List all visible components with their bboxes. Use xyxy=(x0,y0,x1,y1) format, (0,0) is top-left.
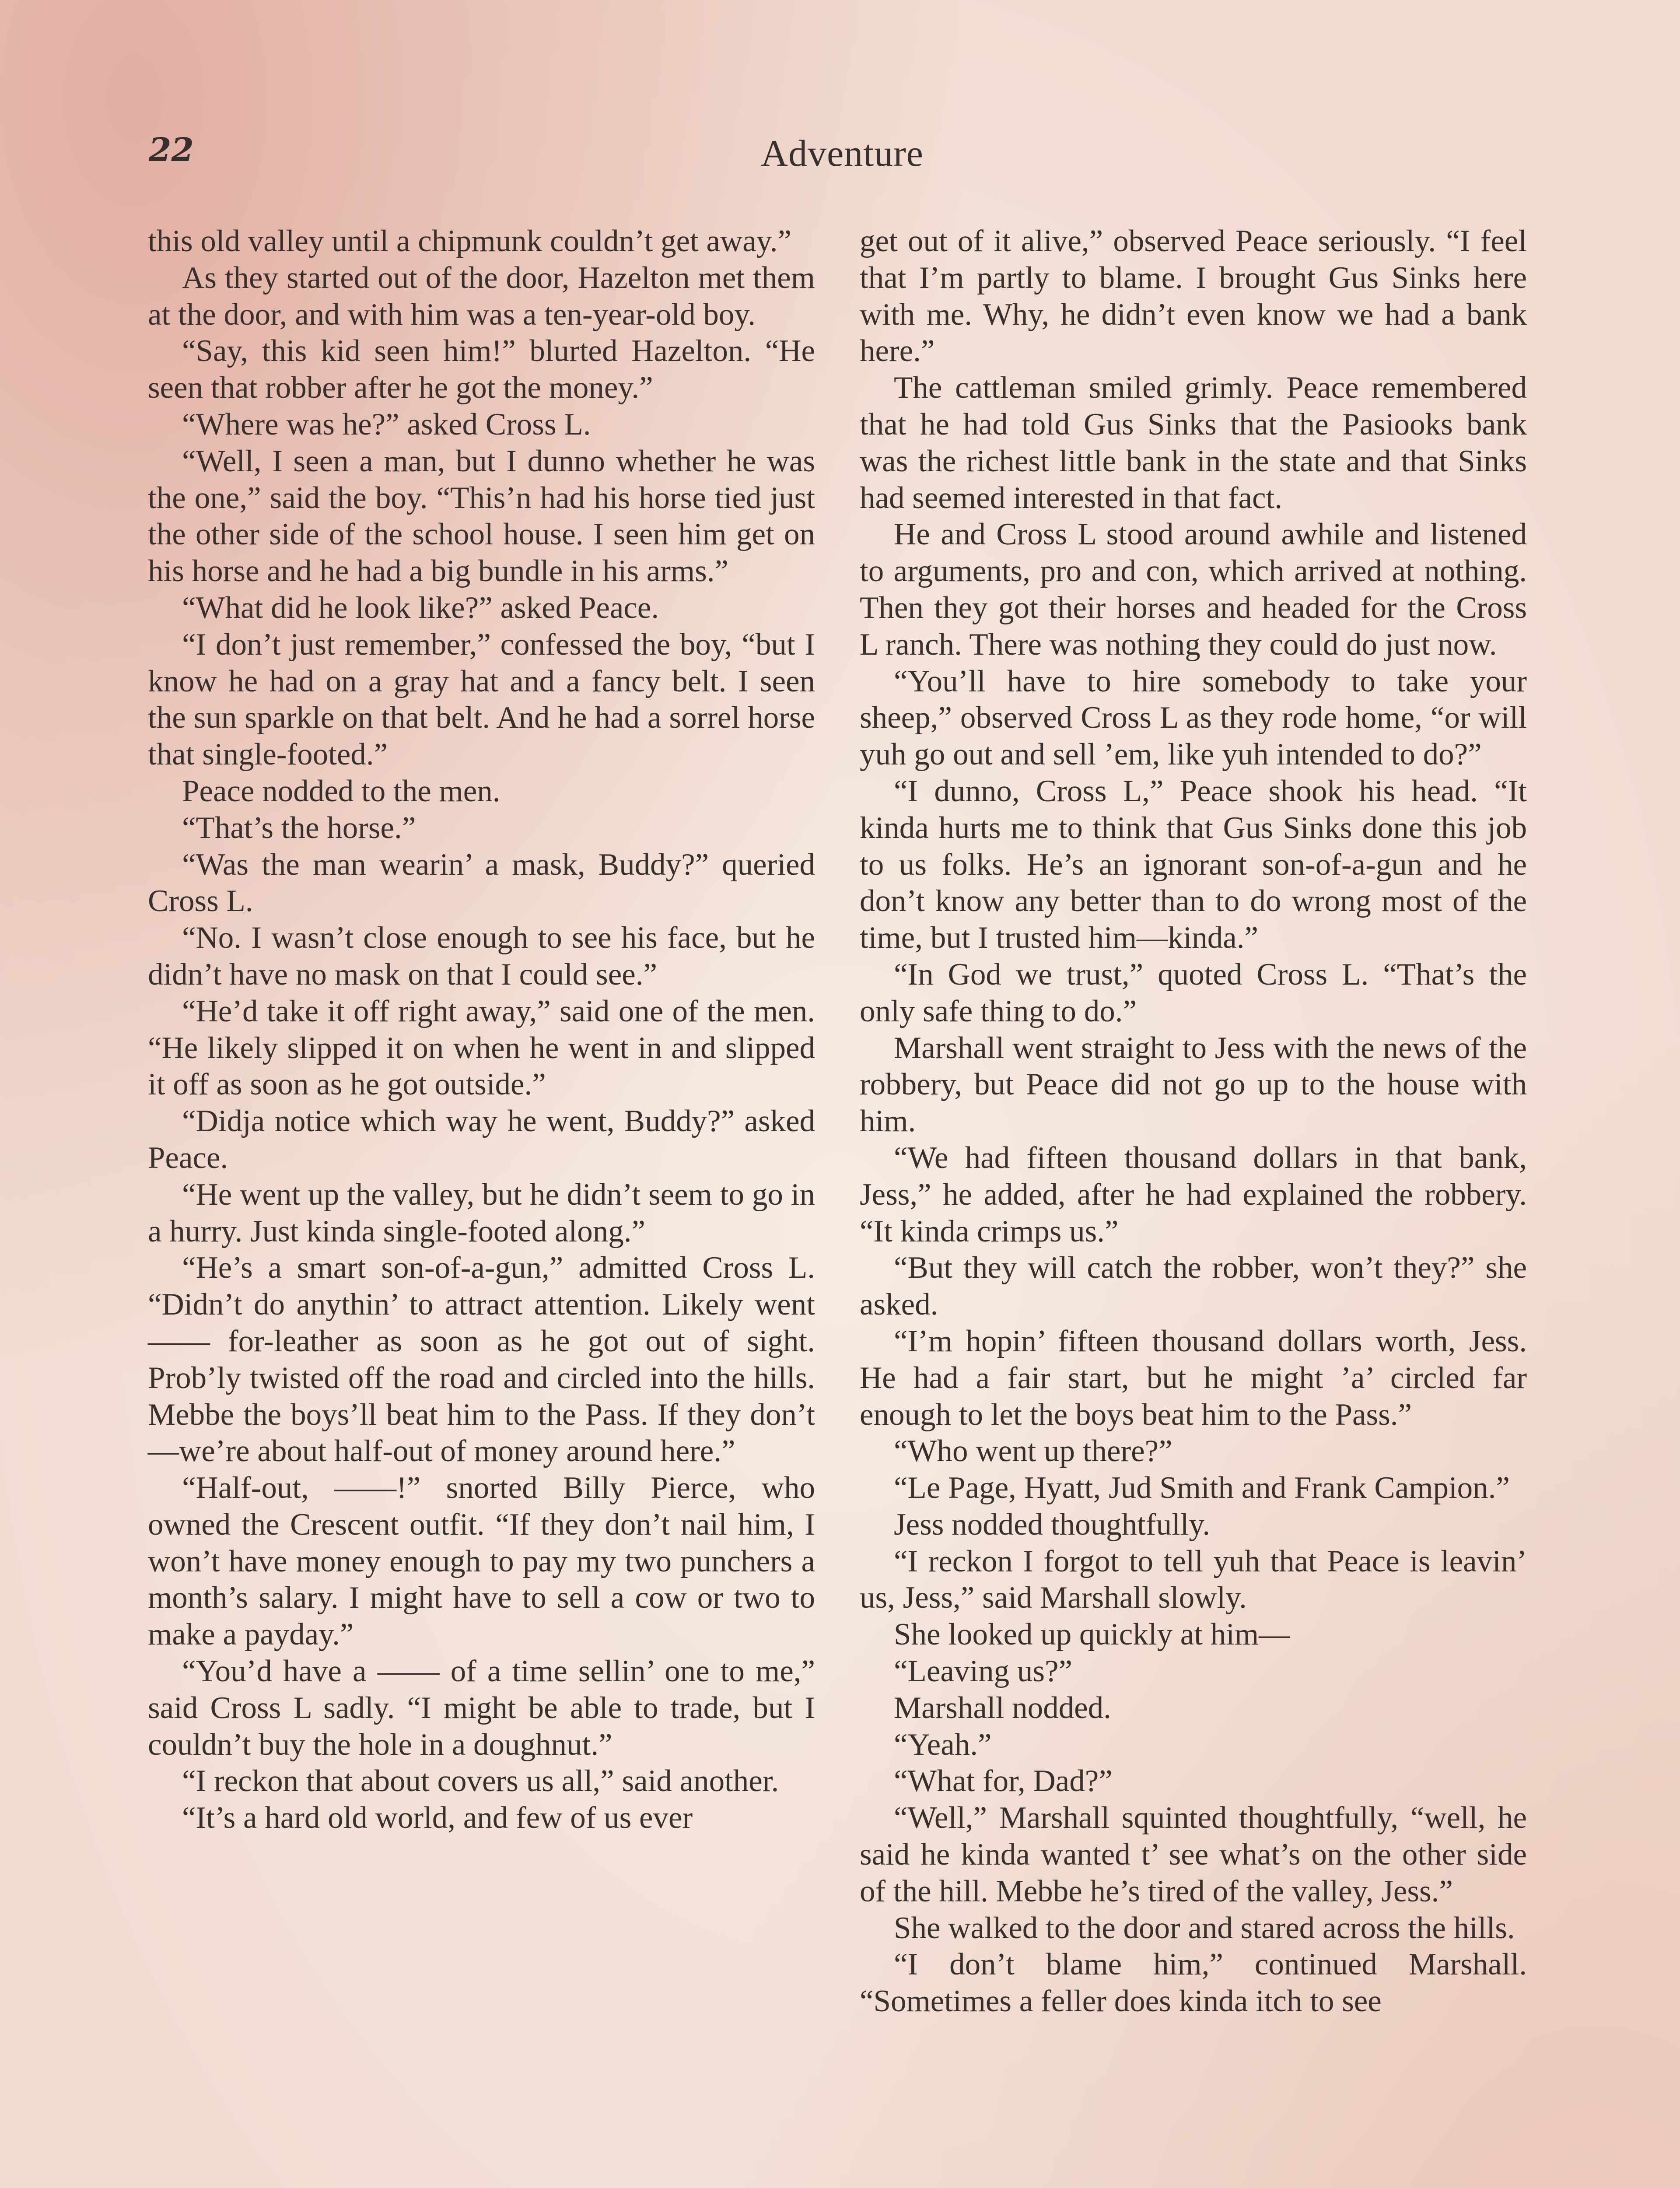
paragraph: “That’s the horse.” xyxy=(182,810,416,845)
paragraph: “Who went up there?” xyxy=(894,1434,1172,1469)
page-number: 22 xyxy=(149,131,194,169)
paragraph: “No. I wasn’t close enough to see his face, but he didn’t have no mask on that I could see.” xyxy=(148,921,815,992)
paragraph: this old valley until a chipmunk couldn’t get away.” xyxy=(148,224,791,258)
paragraph: “I reckon that about covers us all,” said another. xyxy=(182,1764,779,1799)
paragraph: “I don’t blame him,” continued Marshall. “Sometimes a feller does kinda itch to see xyxy=(860,1947,1527,2019)
paragraph: “I don’t just remember,” confessed the boy, “but I know he had on a gray hat and a fancy belt. I seen the sun sparkle on that belt. And he had a sorrel horse that single-footed.” xyxy=(148,627,815,772)
paragraph: “Where was he?” asked Cross L. xyxy=(182,407,591,442)
paragraph: “We had fifteen thousand dollars in that bank, Jess,” he added, after he had explained the robbery. “It kinda crimps us.” xyxy=(860,1140,1527,1248)
paragraph: Marshall went straight to Jess with the news of the robbery, but Peace did not go up to the house with him. xyxy=(860,1031,1527,1139)
paragraph: “Say, this kid seen him!” blurted Hazelton. “He seen that robber after he got the money.” xyxy=(148,334,815,405)
paragraph: “Was the man wearin’ a mask, Buddy?” queried Cross L. xyxy=(148,847,815,919)
paragraph: “Yeah.” xyxy=(894,1727,992,1762)
paragraph: As they started out of the door, Hazelton met them at the door, and with him was a ten-year-old boy. xyxy=(148,260,815,332)
paragraph: Jess nodded thoughtfully. xyxy=(894,1507,1211,1542)
paragraph: “You’d have a —— of a time sellin’ one to me,” said Cross L sadly. “I might be able to trade, but I couldn’t buy the hole in a doughnut.” xyxy=(148,1654,815,1762)
paragraph: “Well,” Marshall squinted thoughtfully, “well, he said he kinda wanted t’ see what’s on the other side of the hill. Mebbe he’s tired of the valley, Jess.” xyxy=(860,1801,1527,1908)
paragraph: “Half-out, ——!” snorted Billy Pierce, who owned the Crescent outfit. “If they don’t nail him, I won’t have money enough to pay my two punchers a month’s salary. I might have to sell a cow or two to make a payday.” xyxy=(148,1471,815,1652)
paragraph: “I reckon I forgot to tell yuh that Peace is leavin’ us, Jess,” said Marshall slowly. xyxy=(860,1544,1527,1615)
paragraph: “Le Page, Hyatt, Jud Smith and Frank Campion.” xyxy=(894,1471,1510,1505)
paragraph: She walked to the door and stared across the hills. xyxy=(894,1911,1515,1945)
paragraph: “I dunno, Cross L,” Peace shook his head. “It kinda hurts me to think that Gus Sinks done this job to us folks. He’s an ignorant son-of-a-gun and he don’t know any better than to do wrong most of the time, but I trusted him—kinda.” xyxy=(860,774,1527,955)
paragraph: “What did he look like?” asked Peace. xyxy=(182,590,659,625)
running-title: Adventure xyxy=(761,132,924,174)
paragraph: get out of it alive,” observed Peace seriously. “I feel that I’m partly to blame. I brought Gus Sinks here with me. Why, he didn’t even know we had a bank here.” xyxy=(860,224,1527,368)
paragraph: “What for, Dad?” xyxy=(894,1764,1113,1799)
paragraph: “I’m hopin’ fifteen thousand dollars worth, Jess. He had a fair start, but he might ’a’ circled far enough to let the boys beat him to the Pass.” xyxy=(860,1324,1527,1432)
paragraph: “It’s a hard old world, and few of us ever xyxy=(182,1801,693,1835)
left-column xyxy=(148,223,815,1837)
paragraph: Marshall nodded. xyxy=(894,1690,1111,1725)
paragraph: “He’d take it off right away,” said one of the men. “He likely slipped it on when he went in and slipped it off as soon as he got outside.” xyxy=(148,994,815,1102)
paragraph: “You’ll have to hire somebody to take your sheep,” observed Cross L as they rode home, “or will yuh go out and sell ’em, like yuh intended to do?” xyxy=(860,664,1527,772)
paragraph: “He’s a smart son-of-a-gun,” admitted Cross L. “Didn’t do anythin’ to attract attention. Likely went —— for-leather as soon as he got out of sight. Prob’ly twisted off the road and circled into the hills. Mebbe the boys’ll beat him to the Pass. If they don’t—we’re about half-out of money around here.” xyxy=(148,1251,815,1469)
paragraph: She looked up quickly at him— xyxy=(894,1617,1290,1652)
paragraph: The cattleman smiled grimly. Peace remembered that he had told Gus Sinks that the Pasiooks bank was the richest little bank in the state and that Sinks had seemed interested in that fact. xyxy=(860,371,1527,515)
paragraph: “Didja notice which way he went, Buddy?” asked Peace. xyxy=(148,1104,815,1175)
right-column xyxy=(860,223,1527,2020)
paragraph: “Well, I seen a man, but I dunno whether he was the one,” said the boy. “This’n had his horse tied just the other side of the school house. I seen him get on his horse and he had a big bundle in his arms.” xyxy=(148,444,815,589)
paragraph: “Leaving us?” xyxy=(894,1654,1073,1689)
paragraph: Peace nodded to the men. xyxy=(182,774,500,808)
page-header xyxy=(149,131,1536,184)
paragraph: “He went up the valley, but he didn’t seem to go in a hurry. Just kinda single-footed along.” xyxy=(148,1177,815,1248)
paragraph: He and Cross L stood around awhile and listened to arguments, pro and con, which arrived at nothing. Then they got their horses and headed for the Cross L ranch. There was nothing they could do just now. xyxy=(860,517,1527,662)
paragraph: “In God we trust,” quoted Cross L. “That’s the only safe thing to do.” xyxy=(860,957,1527,1028)
paragraph: “But they will catch the robber, won’t they?” she asked. xyxy=(860,1251,1527,1322)
